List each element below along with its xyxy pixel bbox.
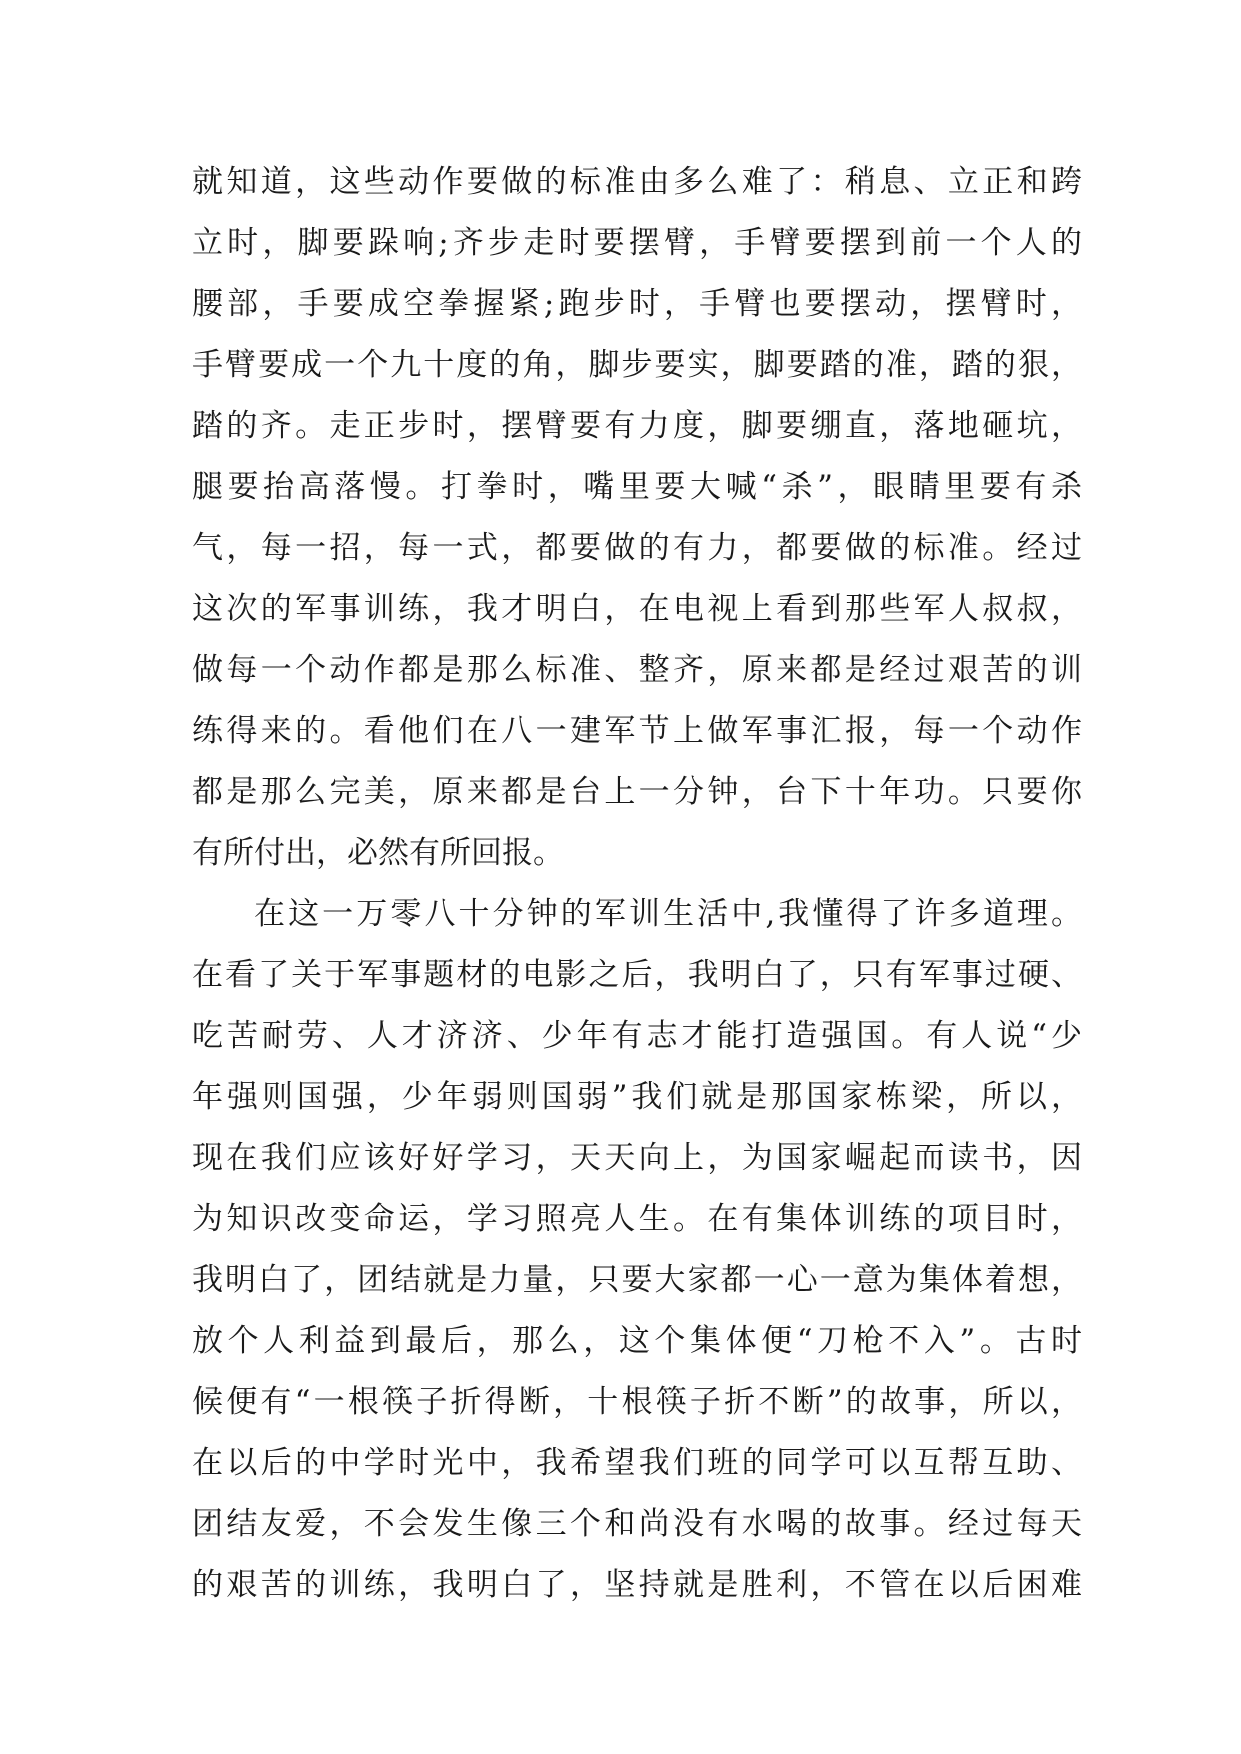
text-line: 腿要抬高落慢。打拳时，嘴里要大喊“杀”，眼睛里要有杀 (192, 469, 1082, 505)
body-text (192, 152, 1082, 1616)
text-line: 放个人利益到最后，那么，这个集体便“刀枪不入”。古时 (192, 1323, 1082, 1359)
text-line: 就知道，这些动作要做的标准由多么难了：稍息、立正和跨 (192, 164, 1082, 200)
text-line: 都是那么完美，原来都是台上一分钟，台下十年功。只要你 (192, 774, 1082, 810)
text-line: 现在我们应该好好学习，天天向上，为国家崛起而读书，因 (192, 1140, 1082, 1176)
text-line: 立时，脚要跺响;齐步走时要摆臂，手臂要摆到前一个人的 (192, 225, 1082, 261)
text-line: 的艰苦的训练，我明白了，坚持就是胜利，不管在以后困难 (192, 1567, 1082, 1603)
text-line: 在看了关于军事题材的电影之后，我明白了，只有军事过硬、 (192, 957, 1082, 993)
text-line: 团结友爱，不会发生像三个和尚没有水喝的故事。经过每天 (192, 1506, 1082, 1542)
text-line: 在以后的中学时光中，我希望我们班的同学可以互帮互助、 (192, 1445, 1082, 1481)
text-line: 练得来的。看他们在八一建军节上做军事汇报，每一个动作 (192, 713, 1082, 749)
text-line: 吃苦耐劳、人才济济、少年有志才能打造强国。有人说“少 (192, 1018, 1082, 1054)
text-line: 有所付出，必然有所回报。 (192, 835, 564, 871)
text-line: 为知识改变命运，学习照亮人生。在有集体训练的项目时， (192, 1201, 1082, 1237)
text-line: 腰部，手要成空拳握紧;跑步时，手臂也要摆动，摆臂时， (192, 286, 1082, 322)
text-line: 手臂要成一个九十度的角，脚步要实，脚要踏的准，踏的狠， (192, 347, 1082, 383)
text-line: 做每一个动作都是那么标准、整齐，原来都是经过艰苦的训 (192, 652, 1082, 688)
text-line: 我明白了，团结就是力量，只要大家都一心一意为集体着想， (192, 1262, 1082, 1298)
paragraph-2 (192, 884, 1082, 1616)
text-line: 这次的军事训练，我才明白，在电视上看到那些军人叔叔， (192, 591, 1082, 627)
text-line: 候便有“一根筷子折得断，十根筷子折不断”的故事，所以， (192, 1384, 1082, 1420)
text-line: 在这一万零八十分钟的军训生活中,我懂得了许多道理。 (254, 896, 1082, 932)
text-line: 踏的齐。走正步时，摆臂要有力度，脚要绷直，落地砸坑， (192, 408, 1082, 444)
text-line: 年强则国强，少年弱则国弱”我们就是那国家栋梁，所以， (192, 1079, 1082, 1115)
paragraph-1 (192, 152, 1082, 884)
text-line: 气，每一招，每一式，都要做的有力，都要做的标准。经过 (192, 530, 1082, 566)
